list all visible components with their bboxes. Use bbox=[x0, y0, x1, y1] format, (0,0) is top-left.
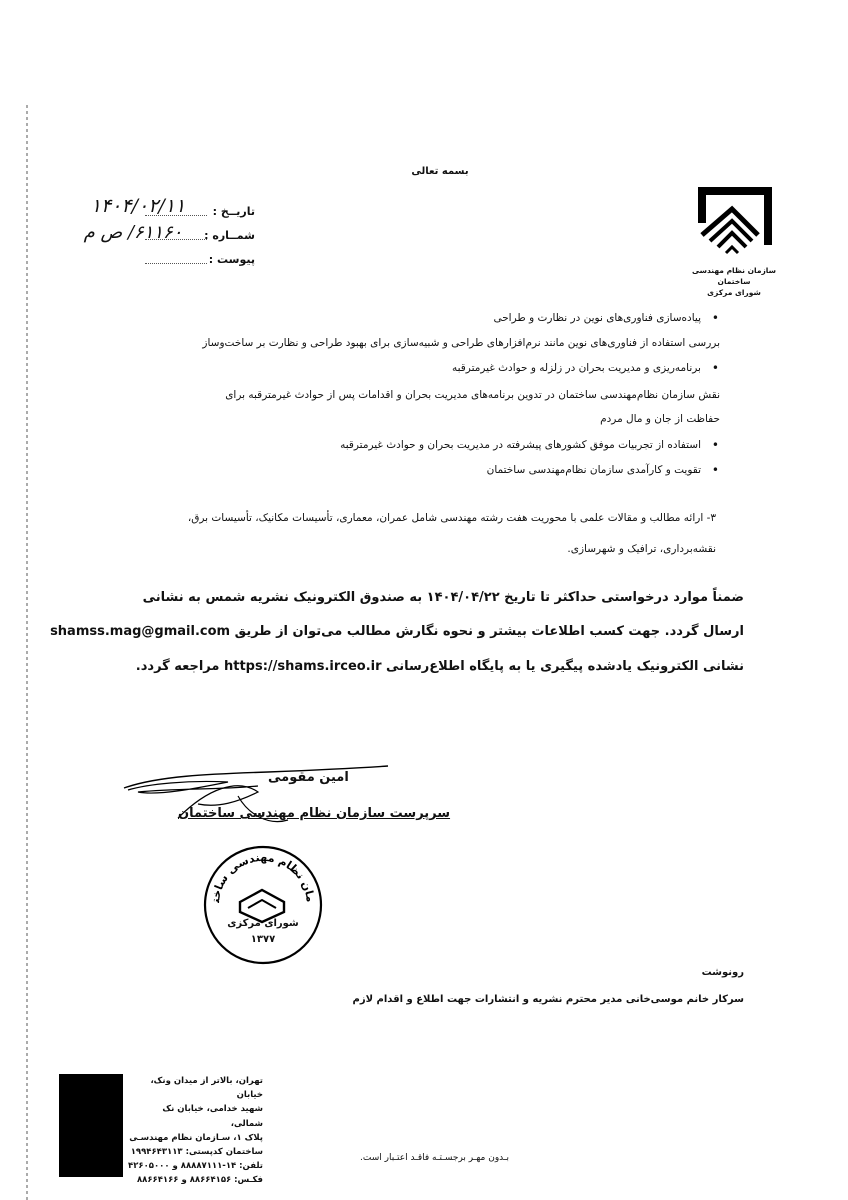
list-item: بررسی استفاده از فناوری‌های نوین مانند نرم‌افزارهای طراحی و شبیه‌سازی برای بهبود طراحی و نظارت بر ساخت‌وساز bbox=[202, 337, 720, 349]
svg-text:سازمان نظام مهندسی ساختمان bbox=[200, 842, 317, 904]
seal-icon bbox=[200, 842, 326, 968]
org-logo bbox=[688, 183, 780, 297]
handwritten-date: ۱۴۰۴/۰۲/۱۱ bbox=[90, 195, 186, 217]
address-line: ساختمان کدپستی: ۱۹۹۴۶۴۳۱۱۳ bbox=[130, 1147, 263, 1158]
address-line: شهید خدامی، خیابان نک شمالی، bbox=[162, 1104, 263, 1129]
signatory-name: امین مقومی bbox=[268, 770, 349, 785]
closing-line3: نشانی الکترونیک یادشده پیگیری یا به پایگاه اطلاع‌رسانی https://shams.irceo.ir مراجعه گردد. bbox=[135, 659, 744, 674]
basmala: بسمه تعالی bbox=[411, 166, 469, 177]
seal-ring-text: مان نظام مهندسی ساخت bbox=[209, 850, 317, 904]
list-item: نقش سازمان نظام‌مهندسی ساختمان در تدوین برنامه‌های مدیریت بحران و اقدامات پس از حوادث غیرمترقبه برای bbox=[225, 389, 720, 401]
attachment-label: پیوست : bbox=[208, 253, 255, 266]
list-item: • استفاده از تجربیات موفق کشورهای پیشرفته در مدیریت بحران و حوادث غیرمترقبه bbox=[340, 437, 701, 453]
address-line: تهران، بالاتر از میدان ونک، خیابان bbox=[150, 1076, 263, 1101]
address-line: پلاک ۱، سـازمان نظام مهندسـی bbox=[129, 1132, 263, 1143]
official-seal bbox=[200, 842, 326, 968]
list-item: • پیاده‌سازی فناوری‌های نوین در نظارت و طراحی bbox=[493, 310, 701, 326]
logo-mark-icon bbox=[688, 183, 780, 265]
org-name: سازمان نظام مهندسی ساختمان bbox=[692, 266, 776, 286]
phone-line: تلفن: ۱۴-۸۸۸۸۷۱۱۱ و ۴۲۶۰۵۰۰۰ bbox=[128, 1161, 263, 1172]
cc-label: رونوشت bbox=[701, 967, 744, 978]
item-3-line2: نقشه‌برداری، ترافیک و شهرسازی. bbox=[567, 543, 716, 555]
date-label: تاریــخ : bbox=[212, 205, 255, 218]
signatory-title: سرپرست سازمان نظام مهندسی ساختمان bbox=[178, 806, 451, 821]
handwritten-number: ۶۱۱۶۰/ ص م bbox=[83, 222, 183, 243]
org-council: شورای مرکزی bbox=[707, 288, 761, 297]
stamp-validity-note: بـدون مهـر برجسـتـه فاقـد اعتـبار است. bbox=[360, 1153, 510, 1163]
list-item: • تقویت و کارآمدی سازمان نظام‌مهندسی ساختمان bbox=[487, 462, 701, 478]
footer-black-block bbox=[59, 1074, 123, 1177]
fax-line: فکـس: ۸۸۶۶۴۱۵۶ و ۸۸۶۶۴۱۶۶ bbox=[136, 1175, 263, 1186]
scan-edge bbox=[26, 105, 28, 1200]
address-block bbox=[128, 1074, 263, 1188]
seal-inner-text: شورای مرکزی bbox=[227, 918, 299, 929]
list-item: حفاظت از جان و مال مردم bbox=[600, 413, 720, 425]
cc-text: سرکار خانم موسی‌خانی مدیر محترم نشریه و انتشارات جهت اطلاع و اقدام لازم bbox=[352, 994, 744, 1005]
attachment-field bbox=[145, 251, 255, 271]
list-item: • برنامه‌ریزی و مدیریت بحران در زلزله و حوادث غیرمترقبه bbox=[452, 360, 701, 376]
seal-year: ۱۳۷۷ bbox=[250, 934, 276, 945]
signature-scribble-icon bbox=[118, 758, 398, 838]
item-3-line1: ۳- ارائه مطالب و مقالات علمی با محوریت هفت رشته مهندسی شامل عمران، معماری، تأسیسات مکانیک، تأسیسات برق، bbox=[187, 512, 716, 524]
number-label: شمــاره : bbox=[204, 229, 255, 242]
closing-line2: shamss.mag@gmail.com ارسال گردد. جهت کسب اطلاعات بیشتر و نحوه نگارش مطالب می‌توان از طریق bbox=[50, 624, 744, 639]
closing-line1: ضمناً موارد درخواستی حداکثر تا تاریخ ۱۴۰۴/۰۴/۲۲ به صندوق الکترونیک نشریه شمس به نشانی bbox=[142, 590, 744, 605]
